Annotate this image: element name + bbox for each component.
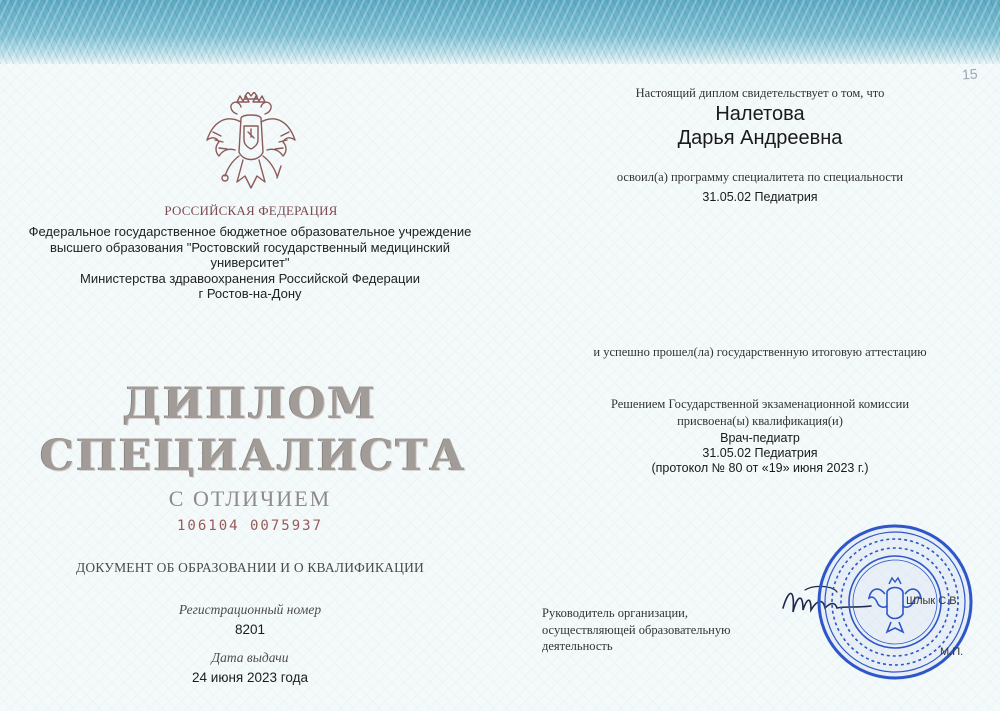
head-of-organization-label — [542, 605, 772, 655]
program-text: освоил(а) программу специалитета по специальности — [616, 170, 904, 184]
honors-label: С ОТЛИЧИЕМ — [168, 486, 332, 511]
specialty: 31.05.02 Педиатрия — [702, 190, 818, 204]
qualification: Врач-педиатр — [720, 431, 800, 445]
decorative-top-band — [0, 0, 1000, 64]
diploma-title: ДИПЛОМ — [122, 379, 378, 429]
institution-line: Министерства здравоохранения Российской Федерации — [80, 270, 420, 286]
certifies-text: Настоящий диплом свидетельствует о том, что — [635, 86, 885, 100]
graduate-given-names: Дарья Андреевна — [677, 127, 843, 149]
diploma-subtitle: СПЕЦИАЛИСТА — [40, 431, 467, 481]
seal-place-mark: М.П. — [940, 646, 964, 658]
issue-date-label: Дата выдачи — [211, 650, 289, 665]
graduate-surname: Налетова — [715, 103, 805, 125]
diploma-number: 106104 0075937 — [176, 518, 323, 534]
registration-number: 8201 — [234, 622, 266, 637]
head-label-line: осуществляющей образовательную — [542, 622, 731, 637]
commission-decision-line: Решением Государственной экзаменационной комиссии — [610, 397, 910, 411]
protocol-reference: (протокол № 80 от «19» июня 2023 г.) — [651, 461, 869, 475]
head-label-line: деятельность — [542, 639, 613, 653]
attestation-text: и успешно прошел(ла) государственную итоговую аттестацию — [593, 345, 927, 359]
head-label-line: Руководитель организации, — [542, 606, 688, 620]
registration-label: Регистрационный номер — [178, 602, 322, 617]
institution-line: высшего образования "Ростовский государственный медицинский университет" — [49, 239, 451, 270]
qualification-specialty: 31.05.02 Педиатрия — [702, 446, 818, 460]
signatory-name: Шлык С.В. — [906, 595, 960, 607]
institution-line: г Ростов-на-Дону — [198, 286, 302, 301]
country-name: РОССИЙСКАЯ ФЕДЕРАЦИЯ — [164, 203, 338, 218]
institution-block — [10, 224, 490, 302]
institution-line: Федеральное государственное бюджетное образовательное учреждение — [28, 224, 472, 239]
corner-pencil-note: 15 — [961, 65, 979, 83]
coat-of-arms-emblem — [201, 92, 301, 202]
qualification-awarded-line: присвоена(ы) квалификация(и) — [677, 414, 843, 428]
issue-date: 24 июня 2023 года — [192, 670, 308, 685]
document-type: ДОКУМЕНТ ОБ ОБРАЗОВАНИИ И О КВАЛИФИКАЦИИ — [76, 560, 424, 575]
